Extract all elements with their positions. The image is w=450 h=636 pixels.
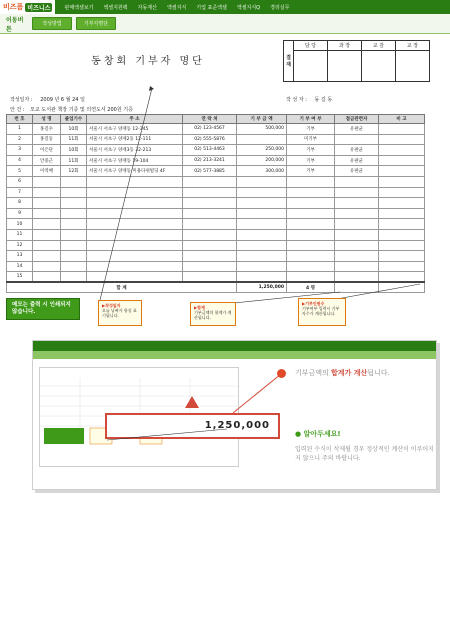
zoomed-total-value: 1,250,000 (204, 420, 270, 431)
table-cell[interactable]: 기부 (287, 124, 335, 135)
table-cell[interactable]: 7 (7, 187, 33, 198)
table-cell[interactable]: 11 (7, 229, 33, 240)
tip-title (295, 429, 435, 439)
writer-label: 작 성 자 : (286, 97, 307, 103)
note-date-title: ▶작성일자 (102, 303, 121, 308)
date-label: 작성일자 : (10, 97, 33, 103)
nav-item[interactable]: 경리실무 (270, 4, 290, 11)
subject-label: 안 건 : (10, 107, 25, 113)
table-cell[interactable]: 02) 555-5876 (183, 134, 237, 145)
print-memo-note: 메모는 출력 시 인쇄되지 않습니다. (6, 298, 80, 320)
table-cell[interactable]: 02) 513-4463 (183, 145, 237, 156)
approval-head: 과 장 (328, 41, 362, 51)
col-header: 번 호 (7, 115, 33, 124)
tip-text: 입력된 수식이 삭제될 경우 정상적인 계산이 이루어지지 않으니 주의 바랍니다. (295, 446, 434, 462)
table-cell[interactable]: 서울시 서초구 양재동 19-104 (87, 155, 183, 166)
example-screenshot (32, 340, 437, 490)
table-cell[interactable]: 14 (7, 261, 33, 272)
approval-head: 담 당 (294, 41, 328, 51)
table-cell[interactable]: 안중근 (33, 155, 61, 166)
table-cell[interactable]: 기부 (287, 155, 335, 166)
table-cell[interactable]: 유판균 (335, 124, 379, 135)
note-sum (190, 302, 236, 326)
note-count (298, 298, 346, 326)
callout-dot (277, 369, 286, 378)
table-cell[interactable]: 12 (7, 240, 33, 251)
nav-item[interactable]: 액셀지식Q (236, 4, 261, 11)
table-cell[interactable]: 2 (7, 134, 33, 145)
page-title: 동창회 기부자 명단 (91, 56, 205, 67)
note-date-text: 오늘 날짜가 항상 표기됩니다. (102, 308, 137, 318)
table-cell[interactable]: 9 (7, 208, 33, 219)
table-cell[interactable]: 1 (7, 124, 33, 135)
approval-head: 교 장 (396, 41, 430, 51)
table-cell[interactable]: 02) 577-3885 (183, 166, 237, 177)
table-cell[interactable]: 5 (7, 166, 33, 177)
nav-item[interactable]: 액셀지원팩 (103, 4, 128, 11)
table-cell[interactable]: 10회 (61, 145, 87, 156)
table-cell[interactable]: 02) 123-4567 (183, 124, 237, 135)
col-header: 비 고 (379, 115, 425, 124)
table-cell[interactable]: 이은단 (33, 145, 61, 156)
table-cell[interactable]: 200,000 (237, 155, 287, 166)
approval-side-label: 결재 (284, 41, 294, 82)
total-label: 합 계 (7, 282, 237, 292)
table-cell[interactable]: 서울시 서초구 양재3동 32-213 (87, 145, 183, 156)
tab-guide[interactable]: 작성방법 (32, 17, 72, 30)
table-cell[interactable]: 11회 (61, 155, 87, 166)
table-cell[interactable]: 300,000 (237, 166, 287, 177)
table-cell[interactable]: 15 (7, 272, 33, 283)
table-cell[interactable]: 8 (7, 198, 33, 209)
table-cell[interactable]: 02) 213-3241 (183, 155, 237, 166)
nav-item[interactable]: 판매액셀보기 (64, 4, 94, 11)
callout-text (295, 368, 390, 378)
col-header: 연 락 처 (183, 115, 237, 124)
table-cell[interactable]: 13 (7, 251, 33, 262)
col-header: 기 부 여 부 (287, 115, 335, 124)
table-cell[interactable]: 기부 (287, 145, 335, 156)
tip-box (295, 429, 435, 463)
date-value[interactable]: 2009 년 6 월 24 일 (40, 97, 85, 103)
callout-connector (33, 341, 437, 490)
callout-post: 됩니다. (367, 369, 390, 377)
table-cell[interactable]: 유판균 (335, 145, 379, 156)
move-button-label: 이동버튼 (6, 16, 24, 33)
callout-emphasis: 합계가 계산 (331, 369, 368, 377)
table-cell[interactable]: 서울시 서초구 양재2동 12-111 (87, 134, 183, 145)
table-cell[interactable]: 4 (7, 155, 33, 166)
note-date (98, 300, 142, 326)
total-count: 4 명 (287, 282, 335, 292)
note-sum-text: 기부금액의 합계가 계산됩니다. (194, 310, 232, 320)
tip-title-text: 알아두세요! (303, 430, 341, 438)
lightbulb-icon: ● (295, 430, 304, 438)
subject-value[interactable]: 모교 도서관 책장 기증 및 의연도서 200원 기증 (30, 107, 133, 113)
table-cell[interactable]: 10회 (61, 124, 87, 135)
tab-donor-list[interactable]: 기부자명단 (76, 17, 116, 30)
table-cell[interactable]: 미기부 (287, 134, 335, 145)
col-header: 주 소 (87, 115, 183, 124)
table-cell[interactable]: 250,000 (237, 145, 287, 156)
nav-item[interactable]: 액셀지식 (166, 4, 187, 11)
approval-head: 교 감 (362, 41, 396, 51)
table-cell[interactable]: 11회 (61, 134, 87, 145)
table-cell[interactable]: 홍길동 (33, 134, 61, 145)
note-count-title: ▶기부인원수 (302, 301, 325, 306)
note-count-text: 기부여부 입력시 기부자수가 계산됩니다. (302, 306, 340, 316)
table-cell[interactable]: 유판균 (335, 155, 379, 166)
table-cell[interactable]: 10 (7, 219, 33, 230)
table-cell[interactable]: 3 (7, 145, 33, 156)
writer-value[interactable]: 동 길 동 (314, 97, 333, 103)
nav-item[interactable]: 자동계산 (137, 4, 157, 11)
table-cell[interactable]: 유판균 (335, 166, 379, 177)
logo-text: 비즈폼 (3, 3, 24, 11)
note-sum-title: ▶합계 (194, 305, 205, 310)
col-header: 접금관련자 (335, 115, 379, 124)
table-cell[interactable]: 서울시 서초구 양재동 미용다위빌딩 4F (87, 166, 183, 177)
table-cell[interactable]: 12회 (61, 166, 87, 177)
table-cell[interactable]: 기부 (287, 166, 335, 177)
col-header: 졸업기수 (61, 115, 87, 124)
table-cell[interactable]: 500,000 (237, 124, 287, 135)
table-cell[interactable]: 홍길수 (33, 124, 61, 135)
table-cell[interactable]: 6 (7, 176, 33, 187)
callout-pre: 기부금액의 (295, 369, 332, 377)
total-amount: 1,250,000 (237, 282, 287, 292)
nav-item[interactable]: 기업 표준액셀 (196, 4, 227, 11)
logo-badge: 비즈니스 (27, 4, 51, 12)
col-header: 기 부 금 액 (237, 115, 287, 124)
col-header: 성 명 (33, 115, 61, 124)
table-cell[interactable]: 이역배 (33, 166, 61, 177)
table-cell[interactable]: 서울시 서초구 양재동 12-345 (87, 124, 183, 135)
